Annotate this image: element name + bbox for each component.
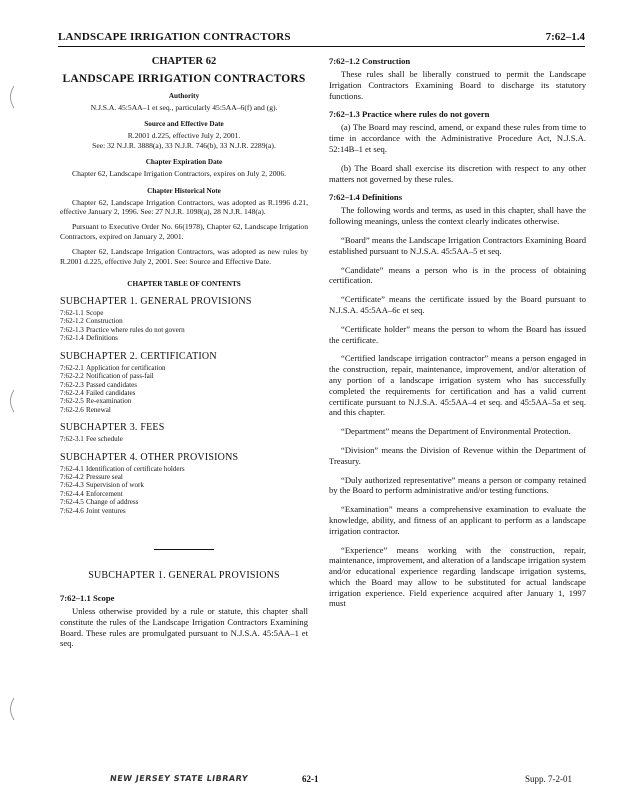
toc-entry-label: Practice where rules do not govern	[86, 325, 185, 334]
section-text-1-3-a: (a) The Board may rescind, amend, or expand these rules from time to time in accordance with the Administrative Procedure Act, N.J.S.A. 52:14B–1 et seq.	[329, 122, 586, 154]
definition-paragraph: “Duly authorized representative” means a person or company retained by the Board to perform administrative and/or testing functions.	[329, 474, 586, 496]
toc-entry	[60, 435, 308, 443]
section-text-1-1: Unless otherwise provided by a rule or statute, this chapter shall constitute the rules of the Landscape Irrigation Contractors Examining Board. These rules are promulgated pursuant to N.J.S.A. 45:5AA–1 et seq.	[60, 605, 308, 649]
section-divider	[154, 549, 214, 550]
toc-subchapter-title: SUBCHAPTER 4. OTHER PROVISIONS	[60, 451, 239, 463]
historical-heading: Chapter Historical Note	[147, 186, 221, 195]
definition-paragraph: “Certified landscape irrigation contractor” means a person engaged in the construction, repair, maintenance, improvement, and/or alteration of any portion of a landscape irrigation system who has successfully completed the requirements for certification and has a valid current certificate pursuant to N.J.S.A. 45:5AA–4 et seq. and 45:5AA–5a et seq. and this chapter.	[329, 353, 586, 418]
right-column	[329, 56, 586, 617]
toc-entry-label: Definitions	[86, 334, 118, 343]
header-section-range: 7:62–1.4	[545, 31, 585, 43]
table-of-contents	[60, 296, 308, 515]
toc-heading: CHAPTER TABLE OF CONTENTS	[127, 280, 241, 289]
chapter-label: CHAPTER 62	[151, 56, 217, 67]
library-stamp: NEW JERSEY STATE LIBRARY	[109, 774, 249, 783]
source-heading: Source and Effective Date	[144, 120, 224, 129]
toc-entry-label: Scope	[86, 309, 104, 318]
definition-paragraph: “Candidate” means a person who is in the process of obtaining certification.	[329, 264, 586, 286]
toc-entry-number: 7:62-1.3	[60, 325, 84, 334]
toc-entry	[60, 309, 308, 317]
toc-entry-label: Joint ventures	[86, 506, 126, 515]
definitions-intro: The following words and terms, as used in this chapter, shall have the following meanings, unless the context clearly indicates otherwise.	[329, 205, 586, 227]
punch-hole-mark	[6, 84, 16, 110]
toc-entry-label: Notification of pass-fail	[86, 372, 154, 381]
toc-entry-number: 7:62-2.3	[60, 380, 84, 389]
toc-entry	[60, 473, 308, 481]
historical-paragraph: Pursuant to Executive Order No. 66(1978), Chapter 62, Landscape Irrigation Contractors, expired on January 2, 2001.	[60, 222, 308, 241]
toc-subchapter-title: SUBCHAPTER 3. FEES	[60, 422, 165, 434]
definition-paragraph: “Board” means the Landscape Irrigation Contractors Examining Board established pursuant to N.J.S.A. 45:5AA–5 et seq.	[329, 234, 586, 256]
toc-entry-number: 7:62-4.3	[60, 481, 84, 490]
toc-entry-number: 7:62-4.4	[60, 489, 84, 498]
toc-entry	[60, 397, 308, 405]
toc-entry	[60, 481, 308, 489]
supplement-date: Supp. 7-2-01	[525, 774, 572, 784]
punch-hole-mark	[6, 696, 16, 722]
toc-entry	[60, 317, 308, 325]
chapter-title: LANDSCAPE IRRIGATION CONTRACTORS	[62, 73, 306, 85]
toc-subchapter-title: SUBCHAPTER 2. CERTIFICATION	[60, 350, 217, 362]
toc-entry-number: 7:62-2.5	[60, 397, 84, 406]
toc-entry-number: 7:62-2.4	[60, 388, 84, 397]
toc-entry	[60, 364, 308, 372]
toc-entry-label: Failed candidates	[86, 388, 136, 397]
section-heading-1-4: 7:62–1.4 Definitions	[329, 192, 403, 203]
left-column	[60, 56, 308, 657]
section-text-1-2: These rules shall be liberally construed to permit the Landscape Irrigation Contractors Examining Board to discharge its statutory functions.	[329, 69, 586, 101]
definition-paragraph: “Certificate” means the certificate issued by the Board pursuant to N.J.S.A. 45:5AA–6c et seq.	[329, 294, 586, 315]
section-heading-1-3: 7:62–1.3 Practice where rules do not govern	[329, 109, 490, 120]
toc-entry	[60, 372, 308, 380]
definitions-list	[329, 235, 586, 609]
toc-entry-number: 7:62-4.2	[60, 472, 84, 481]
toc-entry-label: Pressure seal	[86, 472, 123, 481]
subchapter-heading: SUBCHAPTER 1. GENERAL PROVISIONS	[88, 569, 280, 581]
expiration-text: Chapter 62, Landscape Irrigation Contractors, expires on July 2, 2006.	[72, 169, 287, 179]
definition-paragraph: “Certificate holder” means the person to whom the Board has issued the certificate.	[329, 323, 586, 345]
section-heading-1-1: 7:62–1.1 Scope	[60, 592, 115, 603]
definition-paragraph: “Division” means the Division of Revenue within the Department of Treasury.	[329, 444, 586, 466]
historical-paragraph: Chapter 62, Landscape Irrigation Contractors, was adopted as R.1996 d.21, effective January 2, 1996. See: 27 N.J.R. 1098(a), 28 N.J.R. 148(a).	[60, 197, 308, 217]
toc-entry-number: 7:62-4.1	[60, 464, 84, 473]
toc-entry	[60, 406, 308, 414]
toc-entry-label: Re-examination	[86, 397, 132, 406]
toc-entry	[60, 389, 308, 397]
toc-entry-number: 7:62-2.6	[60, 405, 84, 414]
running-header	[58, 30, 585, 47]
authority-text: N.J.S.A. 45:5AA–1 et seq., particularly 45:5AA–6(f) and (g).	[90, 103, 278, 112]
historical-paragraph: Chapter 62, Landscape Irrigation Contractors, was adopted as new rules by R.2001 d.225, effective July 2, 2001. See: Source and Effective Date.	[60, 247, 308, 266]
toc-entry-number: 7:62-1.2	[60, 317, 84, 326]
expiration-heading: Chapter Expiration Date	[145, 158, 223, 167]
toc-entry-number: 7:62-1.1	[60, 309, 84, 318]
toc-entry-label: Renewal	[86, 405, 111, 414]
toc-entry-label: Passed candidates	[86, 380, 138, 389]
toc-entry	[60, 465, 308, 473]
toc-entry-label: Supervision of work	[86, 481, 144, 490]
source-line: R.2001 d.225, effective July 2, 2001.	[127, 131, 241, 141]
authority-heading: Authority	[168, 92, 200, 100]
toc-entry-number: 7:62-2.1	[60, 363, 84, 372]
section-text-1-3-b: (b) The Board shall exercise its discretion with respect to any other matters not governed by these rules.	[329, 162, 586, 184]
toc-entry-number: 7:62-1.4	[60, 334, 84, 343]
toc-entry	[60, 326, 308, 334]
section-heading-1-2: 7:62–1.2 Construction	[329, 56, 411, 66]
toc-entry-label: Application for certification	[86, 363, 166, 372]
toc-entry-label: Enforcement	[86, 489, 123, 498]
toc-entry	[60, 381, 308, 389]
header-title: LANDSCAPE IRRIGATION CONTRACTORS	[58, 31, 291, 43]
toc-entry-label: Change of address	[86, 498, 139, 507]
toc-entry	[60, 334, 308, 342]
definition-paragraph: “Examination” means a comprehensive examination to evaluate the knowledge, ability, and fitness of an applicant to perform as a landscape irrigation contractor.	[329, 504, 586, 536]
toc-entry-label: Identification of certificate holders	[86, 464, 185, 473]
toc-entry-number: 7:62-4.6	[60, 506, 84, 515]
punch-hole-mark	[6, 388, 16, 414]
toc-subchapter-title: SUBCHAPTER 1. GENERAL PROVISIONS	[60, 296, 252, 308]
toc-entry-number: 7:62-4.5	[60, 498, 84, 507]
toc-entry-number: 7:62-3.1	[60, 435, 84, 444]
toc-entry-number: 7:62-2.2	[60, 372, 84, 381]
toc-entry-label: Construction	[86, 317, 123, 326]
toc-entry	[60, 507, 308, 515]
source-line: See: 32 N.J.R. 3888(a), 33 N.J.R. 746(b), 33 N.J.R. 2289(a).	[92, 140, 276, 150]
toc-entry	[60, 498, 308, 506]
toc-entry-label: Fee schedule	[86, 435, 123, 444]
page-number: 62-1	[302, 774, 319, 784]
toc-entry	[60, 490, 308, 498]
definition-paragraph: “Department” means the Department of Environmental Protection.	[341, 426, 571, 437]
definition-paragraph: “Experience” means working with the construction, repair, maintenance, improvement, and alteration of a landscape irrigation system and/or educational experience regarding landscape irrigation systems, which the Board may allow to be substituted for actual landscape irrigation experience. Field experience acquired after January 1, 1997 must	[329, 544, 586, 609]
